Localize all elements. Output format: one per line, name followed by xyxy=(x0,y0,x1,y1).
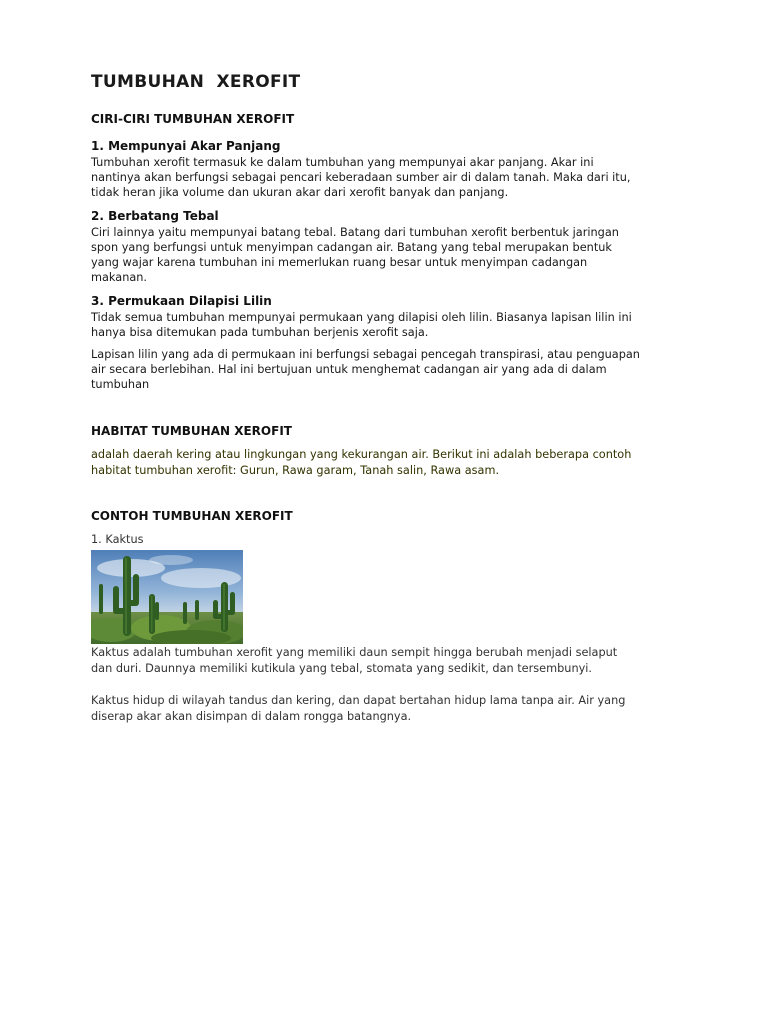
text-line: Kaktus hidup di wilayah tandus dan kering, dan dapat bertahan hidup lama tanpa air. Air yang xyxy=(91,694,626,707)
paragraph-kaktus-deskripsi xyxy=(91,645,681,677)
cactus-photo xyxy=(91,550,243,644)
paragraph-kaktus-habitat xyxy=(91,693,681,725)
item-heading-akar-panjang: 1. Mempunyai Akar Panjang xyxy=(91,139,281,153)
item-heading-permukaan-lilin: 3. Permukaan Dilapisi Lilin xyxy=(91,294,272,308)
document-title: TUMBUHAN XEROFIT xyxy=(91,72,301,92)
text-line: Tidak semua tumbuhan mempunyai permukaan yang dilapisi oleh lilin. Biasanya lapisan lilin ini xyxy=(91,311,632,324)
text-line: tumbuhan xyxy=(91,378,150,391)
text-line: hanya bisa ditemukan pada tumbuhan berjenis xerofit saja. xyxy=(91,326,429,339)
text-line: air secara berlebihan. Hal ini bertujuan untuk menghemat cadangan air yang ada di dalam xyxy=(91,363,607,376)
text-line: Ciri lainnya yaitu mempunyai batang tebal. Batang dari tumbuhan xerofit berbentuk jaringan xyxy=(91,226,619,239)
text-line: dan duri. Daunnya memiliki kutikula yang tebal, stomata yang sedikit, dan tersembunyi. xyxy=(91,662,593,675)
example-label-kaktus: 1. Kaktus xyxy=(91,533,144,546)
paragraph-batang-tebal xyxy=(91,225,681,285)
section-heading-ciri: CIRI-CIRI TUMBUHAN XEROFIT xyxy=(91,112,295,126)
text-line: diserap akar akan disimpan di dalam rongga batangnya. xyxy=(91,710,412,723)
text-line: habitat tumbuhan xerofit: Gurun, Rawa garam, Tanah salin, Rawa asam. xyxy=(91,464,500,477)
paragraph-akar-panjang xyxy=(91,155,681,200)
text-line: Lapisan lilin yang ada di permukaan ini berfungsi sebagai pencegah transpirasi, atau penguapan xyxy=(91,348,640,361)
paragraph-permukaan-lilin xyxy=(91,310,681,340)
text-line: makanan. xyxy=(91,271,148,284)
text-line: adalah daerah kering atau lingkungan yang kekurangan air. Berikut ini adalah beberapa contoh xyxy=(91,448,632,461)
section-heading-habitat: HABITAT TUMBUHAN XEROFIT xyxy=(91,424,292,438)
section-heading-contoh: CONTOH TUMBUHAN XEROFIT xyxy=(91,509,293,523)
document-page xyxy=(91,72,681,725)
text-line: yang wajar karena tumbuhan ini memerlukan ruang besar untuk menyimpan cadangan xyxy=(91,256,588,269)
item-heading-batang-tebal: 2. Berbatang Tebal xyxy=(91,209,219,223)
text-line: Tumbuhan xerofit termasuk ke dalam tumbuhan yang mempunyai akar panjang. Akar ini xyxy=(91,156,594,169)
paragraph-habitat xyxy=(91,447,681,479)
text-line: nantinya akan berfungsi sebagai pencari keberadaan sumber air di dalam tanah. Maka dari itu, xyxy=(91,171,631,184)
text-line: Kaktus adalah tumbuhan xerofit yang memiliki daun sempit hingga berubah menjadi selaput xyxy=(91,646,618,659)
paragraph-lapisan-lilin xyxy=(91,347,681,392)
text-line: tidak heran jika volume dan ukuran akar dari xerofit banyak dan panjang. xyxy=(91,186,509,199)
text-line: spon yang berfungsi untuk menyimpan cadangan air. Batang yang tebal merupakan bentuk xyxy=(91,241,612,254)
